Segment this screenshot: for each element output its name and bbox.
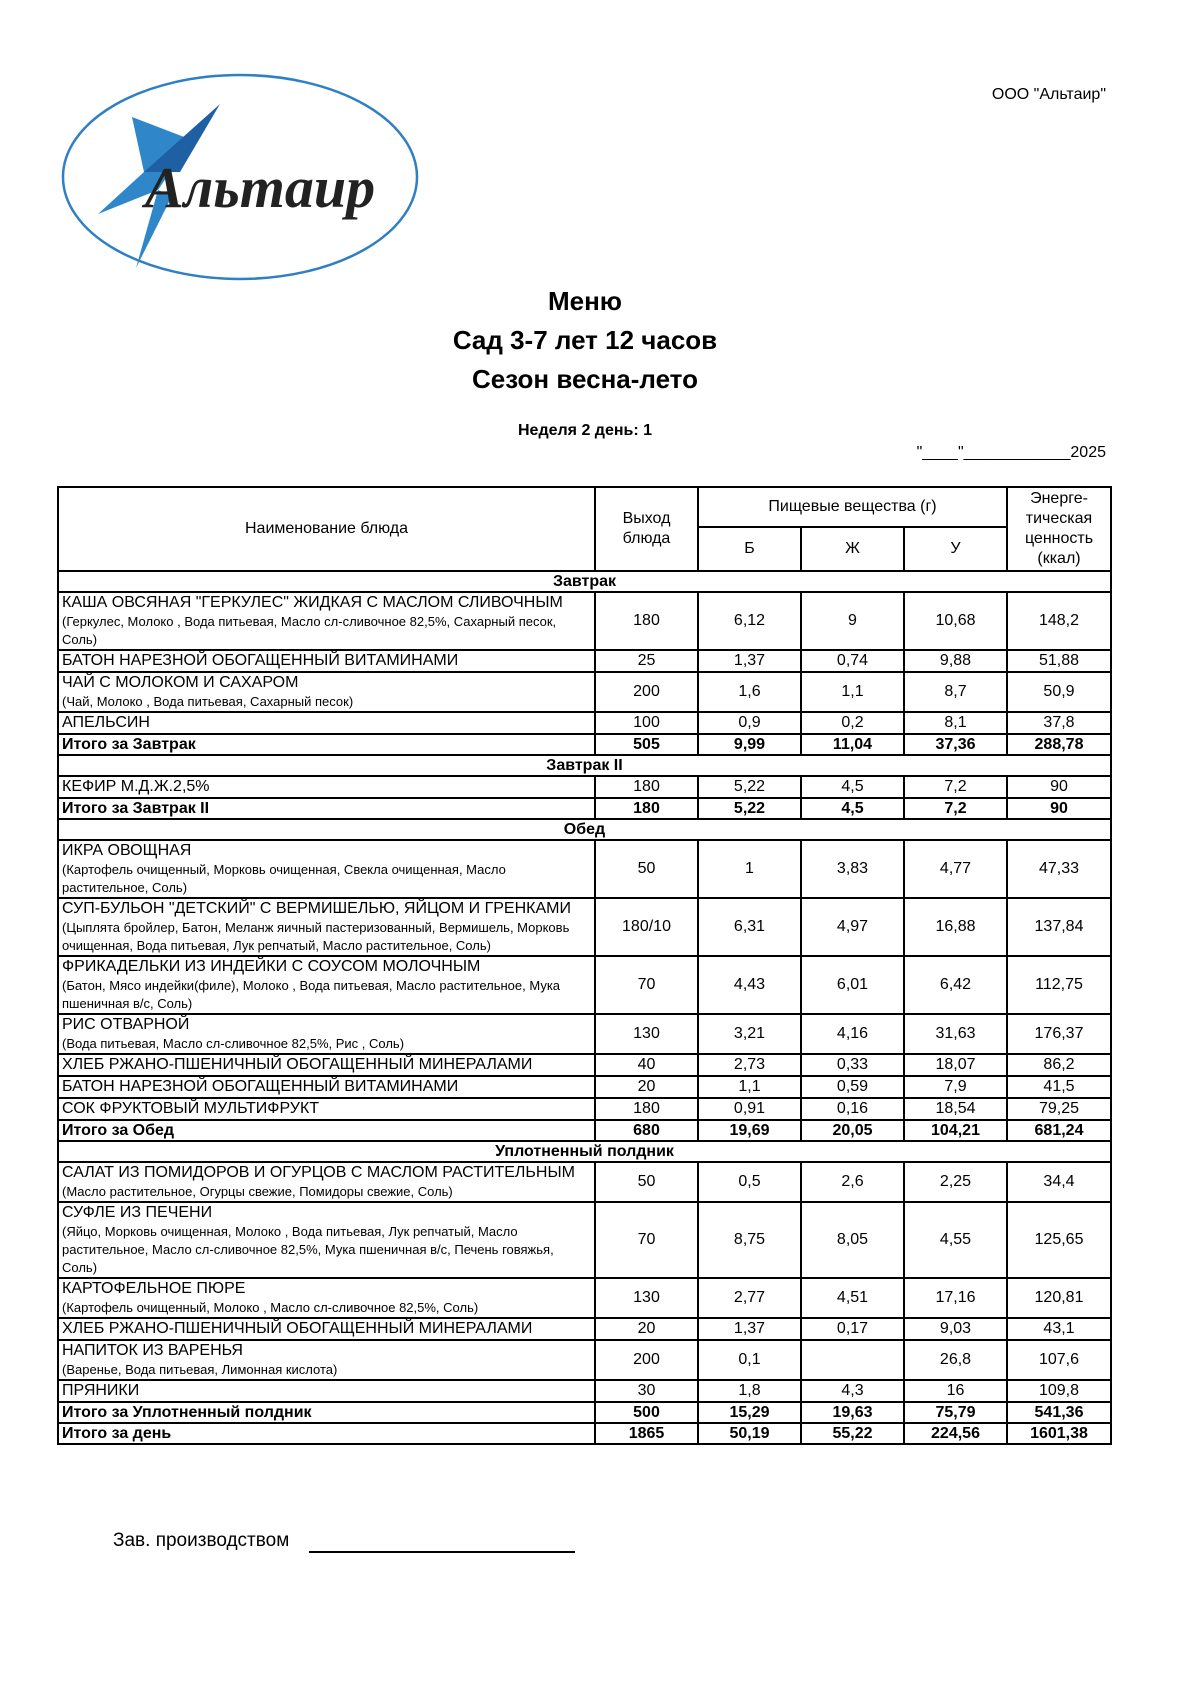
dish-b: 4,43 bbox=[698, 956, 801, 1014]
dish-ingredients: (Варенье, Вода питьевая, Лимонная кислота) bbox=[62, 1362, 338, 1377]
section-total-row bbox=[58, 734, 1111, 755]
dish-row bbox=[58, 1340, 1111, 1380]
header-u: У bbox=[904, 527, 1007, 571]
dish-ingredients: (Геркулес, Молоко , Вода питьевая, Масло сл-сливочное 82,5%, Сахарный песок, Соль) bbox=[62, 614, 557, 647]
header-nutrients: Пищевые вещества (г) bbox=[698, 487, 1007, 527]
dish-b: 1,37 bbox=[698, 1318, 801, 1340]
dish-b: 2,73 bbox=[698, 1054, 801, 1076]
company-name: ООО "Альтаир" bbox=[991, 86, 1106, 103]
dish-b: 8,75 bbox=[698, 1202, 801, 1278]
total-zh: 19,63 bbox=[801, 1402, 904, 1423]
dish-output: 50 bbox=[595, 840, 698, 898]
dish-u: 8,7 bbox=[904, 672, 1007, 712]
dish-ingredients: (Картофель очищенный, Молоко , Масло сл-сливочное 82,5%, Соль) bbox=[62, 1300, 479, 1315]
dish-kcal: 50,9 bbox=[1007, 672, 1111, 712]
dish-b: 0,91 bbox=[698, 1098, 801, 1120]
dish-kcal: 41,5 bbox=[1007, 1076, 1111, 1098]
total-label: Итого за Уплотненный полдник bbox=[58, 1402, 595, 1423]
altair-logo bbox=[60, 72, 420, 282]
dish-u: 31,63 bbox=[904, 1014, 1007, 1054]
dish-cell bbox=[58, 650, 595, 672]
dish-cell bbox=[58, 898, 595, 956]
section-title: Обед bbox=[58, 819, 1111, 840]
dish-row bbox=[58, 650, 1111, 672]
dish-kcal: 79,25 bbox=[1007, 1098, 1111, 1120]
dish-zh: 4,51 bbox=[801, 1278, 904, 1318]
dish-ingredients: (Масло растительное, Огурцы свежие, Помидоры свежие, Соль) bbox=[62, 1184, 453, 1199]
dish-u: 26,8 bbox=[904, 1340, 1007, 1380]
dish-name: АПЕЛЬСИН bbox=[62, 714, 150, 731]
total-kcal: 288,78 bbox=[1007, 734, 1111, 755]
dish-cell bbox=[58, 956, 595, 1014]
dish-kcal: 120,81 bbox=[1007, 1278, 1111, 1318]
dish-u: 4,77 bbox=[904, 840, 1007, 898]
dish-zh: 4,3 bbox=[801, 1380, 904, 1402]
total-output: 180 bbox=[595, 798, 698, 819]
dish-zh: 0,74 bbox=[801, 650, 904, 672]
dish-output: 70 bbox=[595, 956, 698, 1014]
dish-u: 16,88 bbox=[904, 898, 1007, 956]
total-b: 9,99 bbox=[698, 734, 801, 755]
total-zh: 20,05 bbox=[801, 1120, 904, 1141]
total-u: 7,2 bbox=[904, 798, 1007, 819]
header-energy: Энерге-тическая ценность (ккал) bbox=[1007, 487, 1111, 571]
header-zh: Ж bbox=[801, 527, 904, 571]
dish-b: 1,6 bbox=[698, 672, 801, 712]
dish-name: КАРТОФЕЛЬНОЕ ПЮРЕ bbox=[62, 1280, 246, 1297]
dish-kcal: 37,8 bbox=[1007, 712, 1111, 734]
dish-output: 50 bbox=[595, 1162, 698, 1202]
dish-zh: 8,05 bbox=[801, 1202, 904, 1278]
dish-name: КЕФИР М.Д.Ж.2,5% bbox=[62, 778, 210, 795]
dish-ingredients: (Чай, Молоко , Вода питьевая, Сахарный песок) bbox=[62, 694, 354, 709]
dish-output: 180 bbox=[595, 592, 698, 650]
dish-b: 0,5 bbox=[698, 1162, 801, 1202]
date-line: "____"____________2025 bbox=[916, 444, 1106, 461]
dish-name: ХЛЕБ РЖАНО-ПШЕНИЧНЫЙ ОБОГАЩЕННЫЙ МИНЕРАЛАМИ bbox=[62, 1056, 533, 1073]
total-kcal: 541,36 bbox=[1007, 1402, 1111, 1423]
dish-name: ЧАЙ С МОЛОКОМ И САХАРОМ bbox=[62, 674, 299, 691]
dish-u: 8,1 bbox=[904, 712, 1007, 734]
dish-output: 180 bbox=[595, 1098, 698, 1120]
dish-kcal: 43,1 bbox=[1007, 1318, 1111, 1340]
dish-kcal: 109,8 bbox=[1007, 1380, 1111, 1402]
dish-u: 16 bbox=[904, 1380, 1007, 1402]
dish-u: 10,68 bbox=[904, 592, 1007, 650]
total-output: 680 bbox=[595, 1120, 698, 1141]
signature-label: Зав. производством bbox=[113, 1530, 290, 1551]
dish-output: 20 bbox=[595, 1076, 698, 1098]
dish-cell bbox=[58, 1014, 595, 1054]
dish-name: КАША ОВСЯНАЯ "ГЕРКУЛЕС" ЖИДКАЯ С МАСЛОМ СЛИВОЧНЫМ bbox=[62, 594, 563, 611]
dish-row bbox=[58, 1202, 1111, 1278]
dish-row bbox=[58, 1162, 1111, 1202]
dish-u: 7,9 bbox=[904, 1076, 1007, 1098]
day-total-row bbox=[58, 1423, 1111, 1444]
dish-b: 1 bbox=[698, 840, 801, 898]
total-label: Итого за день bbox=[58, 1423, 595, 1444]
dish-zh: 0,2 bbox=[801, 712, 904, 734]
dish-row bbox=[58, 1380, 1111, 1402]
dish-zh: 6,01 bbox=[801, 956, 904, 1014]
dish-kcal: 148,2 bbox=[1007, 592, 1111, 650]
section-row bbox=[58, 1141, 1111, 1162]
dish-b: 0,9 bbox=[698, 712, 801, 734]
section-title: Завтрак II bbox=[58, 755, 1111, 776]
dish-output: 130 bbox=[595, 1014, 698, 1054]
dish-kcal: 125,65 bbox=[1007, 1202, 1111, 1278]
dish-output: 200 bbox=[595, 1340, 698, 1380]
dish-ingredients: (Батон, Мясо индейки(филе), Молоко , Вода питьевая, Масло растительное, Мука пшеничная в/с, Соль) bbox=[62, 978, 561, 1011]
total-kcal: 90 bbox=[1007, 798, 1111, 819]
dish-cell bbox=[58, 840, 595, 898]
dish-b: 1,8 bbox=[698, 1380, 801, 1402]
section-title: Завтрак bbox=[58, 571, 1111, 592]
dish-row bbox=[58, 1014, 1111, 1054]
dish-b: 6,31 bbox=[698, 898, 801, 956]
total-kcal: 681,24 bbox=[1007, 1120, 1111, 1141]
dish-b: 0,1 bbox=[698, 1340, 801, 1380]
total-b: 15,29 bbox=[698, 1402, 801, 1423]
total-label: Итого за Завтрак II bbox=[58, 798, 595, 819]
dish-b: 3,21 bbox=[698, 1014, 801, 1054]
dish-b: 1,1 bbox=[698, 1076, 801, 1098]
dish-name: СОК ФРУКТОВЫЙ МУЛЬТИФРУКТ bbox=[62, 1100, 320, 1117]
dish-name: НАПИТОК ИЗ ВАРЕНЬЯ bbox=[62, 1342, 243, 1359]
dish-cell bbox=[58, 1076, 595, 1098]
dish-kcal: 86,2 bbox=[1007, 1054, 1111, 1076]
dish-row bbox=[58, 1054, 1111, 1076]
dish-zh bbox=[801, 1340, 904, 1380]
dish-ingredients: (Цыплята бройлер, Батон, Меланж яичный пастеризованный, Вермишель, Морковь очищенная, Вода питьевая, Лук репчатый, Масло растительное, Соль) bbox=[62, 920, 570, 953]
section-title: Уплотненный полдник bbox=[58, 1141, 1111, 1162]
dish-name: СУФЛЕ ИЗ ПЕЧЕНИ bbox=[62, 1204, 213, 1221]
document-subtitle-group: Сад 3-7 лет 12 часов bbox=[452, 325, 718, 355]
dish-cell bbox=[58, 672, 595, 712]
dish-row bbox=[58, 712, 1111, 734]
dish-zh: 4,16 bbox=[801, 1014, 904, 1054]
section-row bbox=[58, 819, 1111, 840]
dish-name: ФРИКАДЕЛЬКИ ИЗ ИНДЕЙКИ С СОУСОМ МОЛОЧНЫМ bbox=[62, 958, 481, 975]
dish-name: ХЛЕБ РЖАНО-ПШЕНИЧНЫЙ ОБОГАЩЕННЫЙ МИНЕРАЛАМИ bbox=[62, 1320, 533, 1337]
dish-row bbox=[58, 1098, 1111, 1120]
dish-b: 6,12 bbox=[698, 592, 801, 650]
signature-line bbox=[309, 1551, 575, 1553]
total-kcal: 1601,38 bbox=[1007, 1423, 1111, 1444]
dish-zh: 0,16 bbox=[801, 1098, 904, 1120]
dish-kcal: 34,4 bbox=[1007, 1162, 1111, 1202]
dish-b: 1,37 bbox=[698, 650, 801, 672]
dish-zh: 2,6 bbox=[801, 1162, 904, 1202]
total-output: 500 bbox=[595, 1402, 698, 1423]
document-title: Меню bbox=[547, 286, 623, 316]
dish-zh: 1,1 bbox=[801, 672, 904, 712]
dish-u: 4,55 bbox=[904, 1202, 1007, 1278]
dish-kcal: 51,88 bbox=[1007, 650, 1111, 672]
dish-cell bbox=[58, 1278, 595, 1318]
dish-output: 30 bbox=[595, 1380, 698, 1402]
dish-kcal: 176,37 bbox=[1007, 1014, 1111, 1054]
total-output: 505 bbox=[595, 734, 698, 755]
dish-u: 18,07 bbox=[904, 1054, 1007, 1076]
dish-output: 20 bbox=[595, 1318, 698, 1340]
dish-row bbox=[58, 840, 1111, 898]
dish-cell bbox=[58, 776, 595, 798]
total-b: 5,22 bbox=[698, 798, 801, 819]
total-u: 104,21 bbox=[904, 1120, 1007, 1141]
dish-ingredients: (Яйцо, Морковь очищенная, Молоко , Вода питьевая, Лук репчатый, Масло растительное, Масло сл-сливочное 82,5%, Мука пшеничная в/с, Печень говяжья, Соль) bbox=[62, 1224, 554, 1275]
dish-name: ИКРА ОВОЩНАЯ bbox=[62, 842, 192, 859]
total-u: 75,79 bbox=[904, 1402, 1007, 1423]
section-row bbox=[58, 755, 1111, 776]
dish-output: 25 bbox=[595, 650, 698, 672]
dish-output: 100 bbox=[595, 712, 698, 734]
dish-zh: 4,5 bbox=[801, 776, 904, 798]
dish-u: 2,25 bbox=[904, 1162, 1007, 1202]
dish-ingredients: (Вода питьевая, Масло сл-сливочное 82,5%, Рис , Соль) bbox=[62, 1036, 405, 1051]
dish-u: 18,54 bbox=[904, 1098, 1007, 1120]
dish-cell bbox=[58, 1054, 595, 1076]
dish-name: БАТОН НАРЕЗНОЙ ОБОГАЩЕННЫЙ ВИТАМИНАМИ bbox=[62, 1078, 459, 1095]
dish-name: РИС ОТВАРНОЙ bbox=[62, 1016, 190, 1033]
dish-zh: 0,17 bbox=[801, 1318, 904, 1340]
header-b: Б bbox=[698, 527, 801, 571]
dish-u: 17,16 bbox=[904, 1278, 1007, 1318]
dish-row bbox=[58, 776, 1111, 798]
total-label: Итого за Обед bbox=[58, 1120, 595, 1141]
dish-output: 200 bbox=[595, 672, 698, 712]
header-name: Наименование блюда bbox=[58, 487, 595, 571]
menu-table bbox=[57, 486, 1112, 1445]
total-output: 1865 bbox=[595, 1423, 698, 1444]
dish-kcal: 90 bbox=[1007, 776, 1111, 798]
dish-cell bbox=[58, 712, 595, 734]
total-label: Итого за Завтрак bbox=[58, 734, 595, 755]
dish-kcal: 112,75 bbox=[1007, 956, 1111, 1014]
dish-zh: 0,33 bbox=[801, 1054, 904, 1076]
dish-name: САЛАТ ИЗ ПОМИДОРОВ И ОГУРЦОВ С МАСЛОМ РАСТИТЕЛЬНЫМ bbox=[62, 1164, 575, 1181]
document-subtitle-season: Сезон весна-лето bbox=[472, 364, 698, 394]
week-day: Неделя 2 день: 1 bbox=[517, 422, 653, 439]
dish-row bbox=[58, 1076, 1111, 1098]
dish-row bbox=[58, 898, 1111, 956]
dish-cell bbox=[58, 1162, 595, 1202]
dish-zh: 0,59 bbox=[801, 1076, 904, 1098]
dish-cell bbox=[58, 1098, 595, 1120]
dish-kcal: 47,33 bbox=[1007, 840, 1111, 898]
dish-output: 40 bbox=[595, 1054, 698, 1076]
dish-name: ПРЯНИКИ bbox=[62, 1382, 140, 1399]
dish-output: 70 bbox=[595, 1202, 698, 1278]
dish-u: 6,42 bbox=[904, 956, 1007, 1014]
dish-b: 5,22 bbox=[698, 776, 801, 798]
section-total-row bbox=[58, 798, 1111, 819]
total-u: 37,36 bbox=[904, 734, 1007, 755]
dish-output: 180 bbox=[595, 776, 698, 798]
logo-text: Альтаир bbox=[144, 155, 376, 220]
header-output: Выход блюда bbox=[595, 487, 698, 571]
section-total-row bbox=[58, 1402, 1111, 1423]
dish-kcal: 137,84 bbox=[1007, 898, 1111, 956]
dish-u: 9,03 bbox=[904, 1318, 1007, 1340]
dish-b: 2,77 bbox=[698, 1278, 801, 1318]
dish-cell bbox=[58, 1318, 595, 1340]
total-u: 224,56 bbox=[904, 1423, 1007, 1444]
dish-row bbox=[58, 956, 1111, 1014]
total-zh: 55,22 bbox=[801, 1423, 904, 1444]
dish-zh: 4,97 bbox=[801, 898, 904, 956]
dish-cell bbox=[58, 1380, 595, 1402]
dish-ingredients: (Картофель очищенный, Морковь очищенная, Свекла очищенная, Масло растительное, Соль) bbox=[62, 862, 506, 895]
dish-row bbox=[58, 592, 1111, 650]
dish-zh: 9 bbox=[801, 592, 904, 650]
dish-name: СУП-БУЛЬОН "ДЕТСКИЙ" С ВЕРМИШЕЛЬЮ, ЯЙЦОМ И ГРЕНКАМИ bbox=[62, 900, 571, 917]
total-b: 50,19 bbox=[698, 1423, 801, 1444]
dish-cell bbox=[58, 1340, 595, 1380]
section-row bbox=[58, 571, 1111, 592]
total-zh: 11,04 bbox=[801, 734, 904, 755]
total-zh: 4,5 bbox=[801, 798, 904, 819]
dish-u: 7,2 bbox=[904, 776, 1007, 798]
total-b: 19,69 bbox=[698, 1120, 801, 1141]
dish-row bbox=[58, 1278, 1111, 1318]
dish-kcal: 107,6 bbox=[1007, 1340, 1111, 1380]
dish-zh: 3,83 bbox=[801, 840, 904, 898]
dish-output: 130 bbox=[595, 1278, 698, 1318]
section-total-row bbox=[58, 1120, 1111, 1141]
dish-name: БАТОН НАРЕЗНОЙ ОБОГАЩЕННЫЙ ВИТАМИНАМИ bbox=[62, 652, 459, 669]
dish-row bbox=[58, 1318, 1111, 1340]
dish-u: 9,88 bbox=[904, 650, 1007, 672]
dish-row bbox=[58, 672, 1111, 712]
dish-output: 180/10 bbox=[595, 898, 698, 956]
dish-cell bbox=[58, 592, 595, 650]
dish-cell bbox=[58, 1202, 595, 1278]
